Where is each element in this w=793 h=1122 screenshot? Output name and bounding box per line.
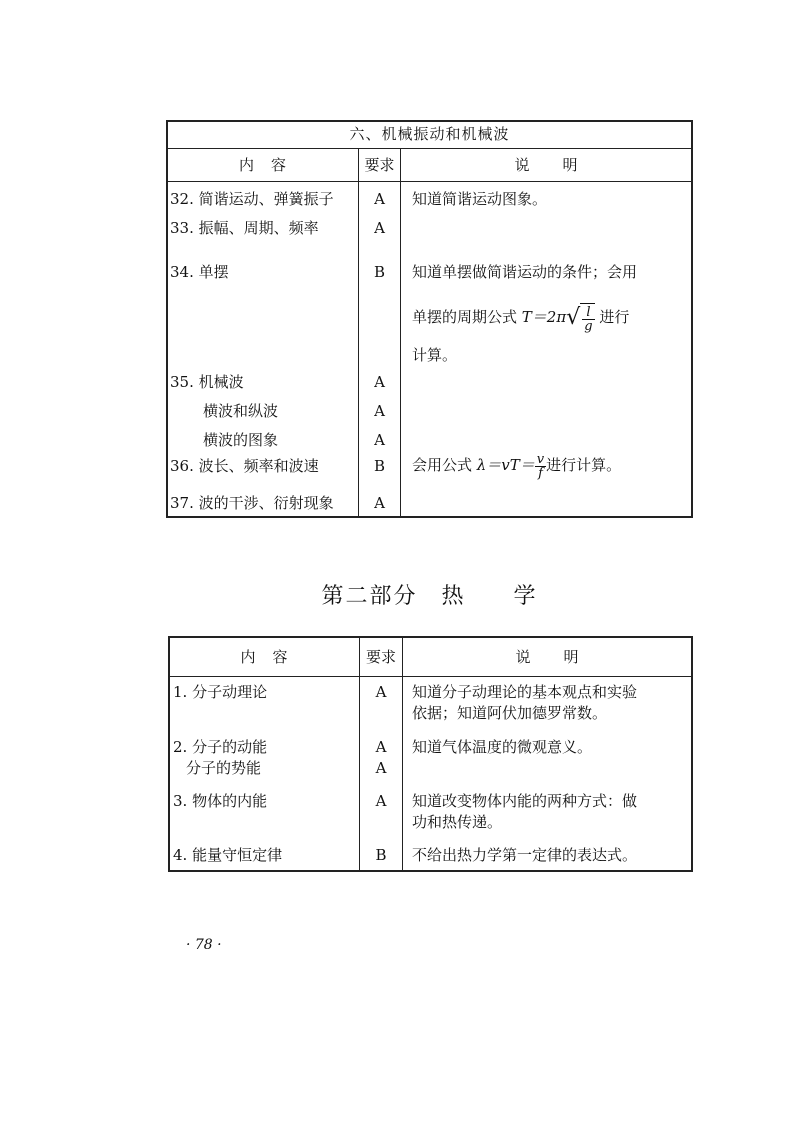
table2-header-notes: 说 明 — [515, 648, 580, 666]
table1-row-requirement: B — [373, 457, 386, 475]
table1-row-requirement: A — [374, 402, 385, 420]
table1-row-requirement: A — [374, 219, 385, 237]
table1-header-requirement: 要求 — [364, 156, 395, 174]
table1-header-divider — [167, 181, 692, 182]
wave-formula-suffix: 进行计算。 — [546, 456, 622, 474]
wave-formula: λ＝vT＝ — [476, 456, 535, 474]
table1-row-requirement: A — [374, 494, 385, 512]
wave-formula-prefix: 会用公式 — [412, 456, 473, 474]
sqrt-symbol: √ $\frac{l}{g}$ — [566, 302, 594, 334]
table2-row-content: 3. 物体的内能 — [173, 792, 268, 810]
table2-header-content: 内 容 — [240, 648, 289, 666]
table1-title-divider — [167, 148, 692, 149]
table1-row-note: 知道简谐运动图象。 — [412, 190, 548, 208]
pendulum-formula-lhs: T＝2π — [521, 308, 567, 326]
table1-row-content: 35. 机械波 — [170, 373, 244, 391]
table2-row-note: 知道改变物体内能的两种方式：做 — [412, 792, 638, 810]
table1-title: 六、机械振动和机械波 — [349, 125, 510, 143]
table1-header-notes: 说 明 — [514, 156, 579, 174]
table2-col-divider-2 — [402, 637, 403, 871]
table1-header-content: 内 容 — [238, 156, 287, 174]
table2-row-note: 依据；知道阿伏加德罗常数。 — [412, 704, 608, 722]
table2-row-content: 4. 能量守恒定律 — [173, 846, 283, 864]
table1-row-requirement: A — [374, 190, 385, 208]
pendulum-formula-prefix: 单摆的周期公式 — [412, 308, 518, 326]
pendulum-formula-line — [412, 302, 629, 334]
table1-row-requirement: A — [374, 373, 385, 391]
table2-row-content: 2. 分子的动能 — [173, 738, 268, 756]
pendulum-fraction: $\frac{l}{g}$ — [584, 305, 593, 335]
table2-row-note: 知道分子动理论的基本观点和实验 — [412, 683, 638, 701]
table1-row-note: 知道单摆做简谐运动的条件；会用 — [412, 263, 638, 281]
table1-row-content: 33. 振幅、周期、频率 — [170, 219, 319, 237]
table2-row-requirement: A — [375, 738, 387, 756]
table2-row-content: 分子的势能 — [186, 759, 262, 777]
table1-row-content: 32. 简谐运动、弹簧振子 — [170, 190, 334, 208]
pendulum-formula-line3: 计算。 — [412, 346, 458, 364]
table1-row-content: 横波的图象 — [203, 431, 279, 449]
wave-formula-line — [412, 449, 621, 481]
table2-header-divider — [169, 676, 692, 677]
table2-row-requirement: A — [375, 759, 387, 777]
table1-col-divider-2 — [400, 148, 401, 517]
page-number: · 78 · — [186, 937, 222, 953]
table1-row-content: 36. 波长、频率和波速 — [170, 457, 319, 475]
table2-row-note: 不给出热力学第一定律的表达式。 — [412, 846, 638, 864]
table2-row-note: 功和热传递。 — [412, 813, 503, 831]
table2-header-requirement: 要求 — [365, 648, 396, 666]
table2-row-note: 知道气体温度的微观意义。 — [412, 738, 593, 756]
table2-row-requirement: A — [375, 792, 387, 810]
table1-row-content: 横波和纵波 — [203, 402, 279, 420]
section-title: 第二部分 热 学 — [321, 584, 538, 609]
table1-row-content: 34. 单摆 — [170, 263, 229, 281]
table2-row-content: 1. 分子动理论 — [173, 683, 268, 701]
wave-fraction: $\frac{v}{f}$ — [536, 451, 545, 481]
table1-row-requirement: A — [374, 431, 385, 449]
table2-row-requirement: A — [375, 683, 387, 701]
table1-row-requirement: B — [373, 263, 386, 281]
table1-row-content: 37. 波的干涉、衍射现象 — [170, 494, 334, 512]
table2-row-requirement: B — [375, 846, 387, 864]
pendulum-formula-suffix: 进行 — [599, 308, 630, 326]
